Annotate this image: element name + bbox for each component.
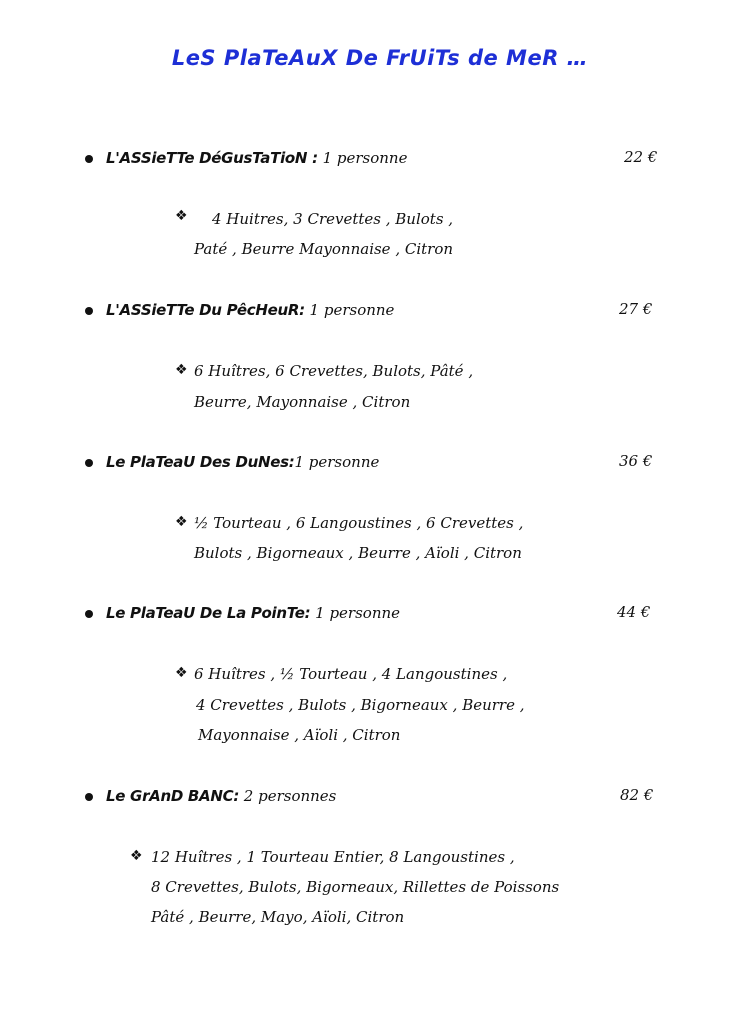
item-persons: 1 personne	[294, 453, 380, 471]
item-detail: Bulots , Bigorneaux , Beurre , Aïoli , Citron	[194, 544, 522, 562]
bullet-icon	[85, 155, 93, 163]
item-persons: 1 personne	[304, 301, 395, 319]
item-price: 44 €	[617, 603, 651, 621]
item-name: L'ASSieTTe DéGusTaTioN :	[106, 149, 318, 167]
item-detail: 6 Huîtres, 6 Crevettes, Bulots, Pâté ,	[194, 362, 474, 380]
bullet-icon	[85, 610, 93, 618]
item-price: 22 €	[624, 148, 658, 166]
diamond-bullet-icon: ❖	[175, 362, 188, 378]
item-detail: 6 Huîtres , ½ Tourteau , 4 Langoustines ,	[194, 665, 508, 683]
item-detail: Beurre, Mayonnaise , Citron	[194, 393, 411, 411]
item-persons: 1 personne	[317, 149, 408, 167]
item-persons: 2 personnes	[239, 787, 337, 805]
item-name: Le PlaTeaU Des DuNes:	[106, 453, 295, 471]
item-detail: ½ Tourteau , 6 Langoustines , 6 Crevettes ,	[194, 514, 524, 532]
diamond-bullet-icon: ❖	[130, 848, 143, 864]
item-detail: Pâté , Beurre, Mayo, Aïoli, Citron	[151, 908, 405, 926]
item-name: L'ASSieTTe Du PêcHeuR:	[106, 301, 305, 319]
item-detail: 4 Huitres, 3 Crevettes , Bulots ,	[212, 210, 454, 228]
bullet-icon	[85, 459, 93, 467]
item-name: Le PlaTeaU De La PoinTe:	[106, 604, 311, 622]
item-persons: 1 personne	[310, 604, 401, 622]
item-name: Le GrAnD BANC:	[106, 787, 240, 805]
page-title: LeS PlaTeAuX De FrUiTs de MeR …	[171, 46, 589, 70]
bullet-icon	[85, 307, 93, 315]
item-detail: Mayonnaise , Aïoli , Citron	[198, 726, 401, 744]
item-detail: 12 Huîtres , 1 Tourteau Entier, 8 Langoustines ,	[151, 848, 515, 866]
bullet-icon	[85, 793, 93, 801]
item-price: 82 €	[620, 786, 654, 804]
item-detail: 8 Crevettes, Bulots, Bigorneaux, Rillettes de Poissons	[151, 878, 560, 896]
item-detail: 4 Crevettes , Bulots , Bigorneaux , Beurre ,	[196, 696, 525, 714]
item-price: 27 €	[619, 300, 653, 318]
diamond-bullet-icon: ❖	[175, 665, 188, 681]
diamond-bullet-icon: ❖	[175, 514, 188, 530]
diamond-bullet-icon: ❖	[175, 208, 188, 224]
item-price: 36 €	[619, 452, 653, 470]
item-detail: Paté , Beurre Mayonnaise , Citron	[194, 240, 454, 258]
